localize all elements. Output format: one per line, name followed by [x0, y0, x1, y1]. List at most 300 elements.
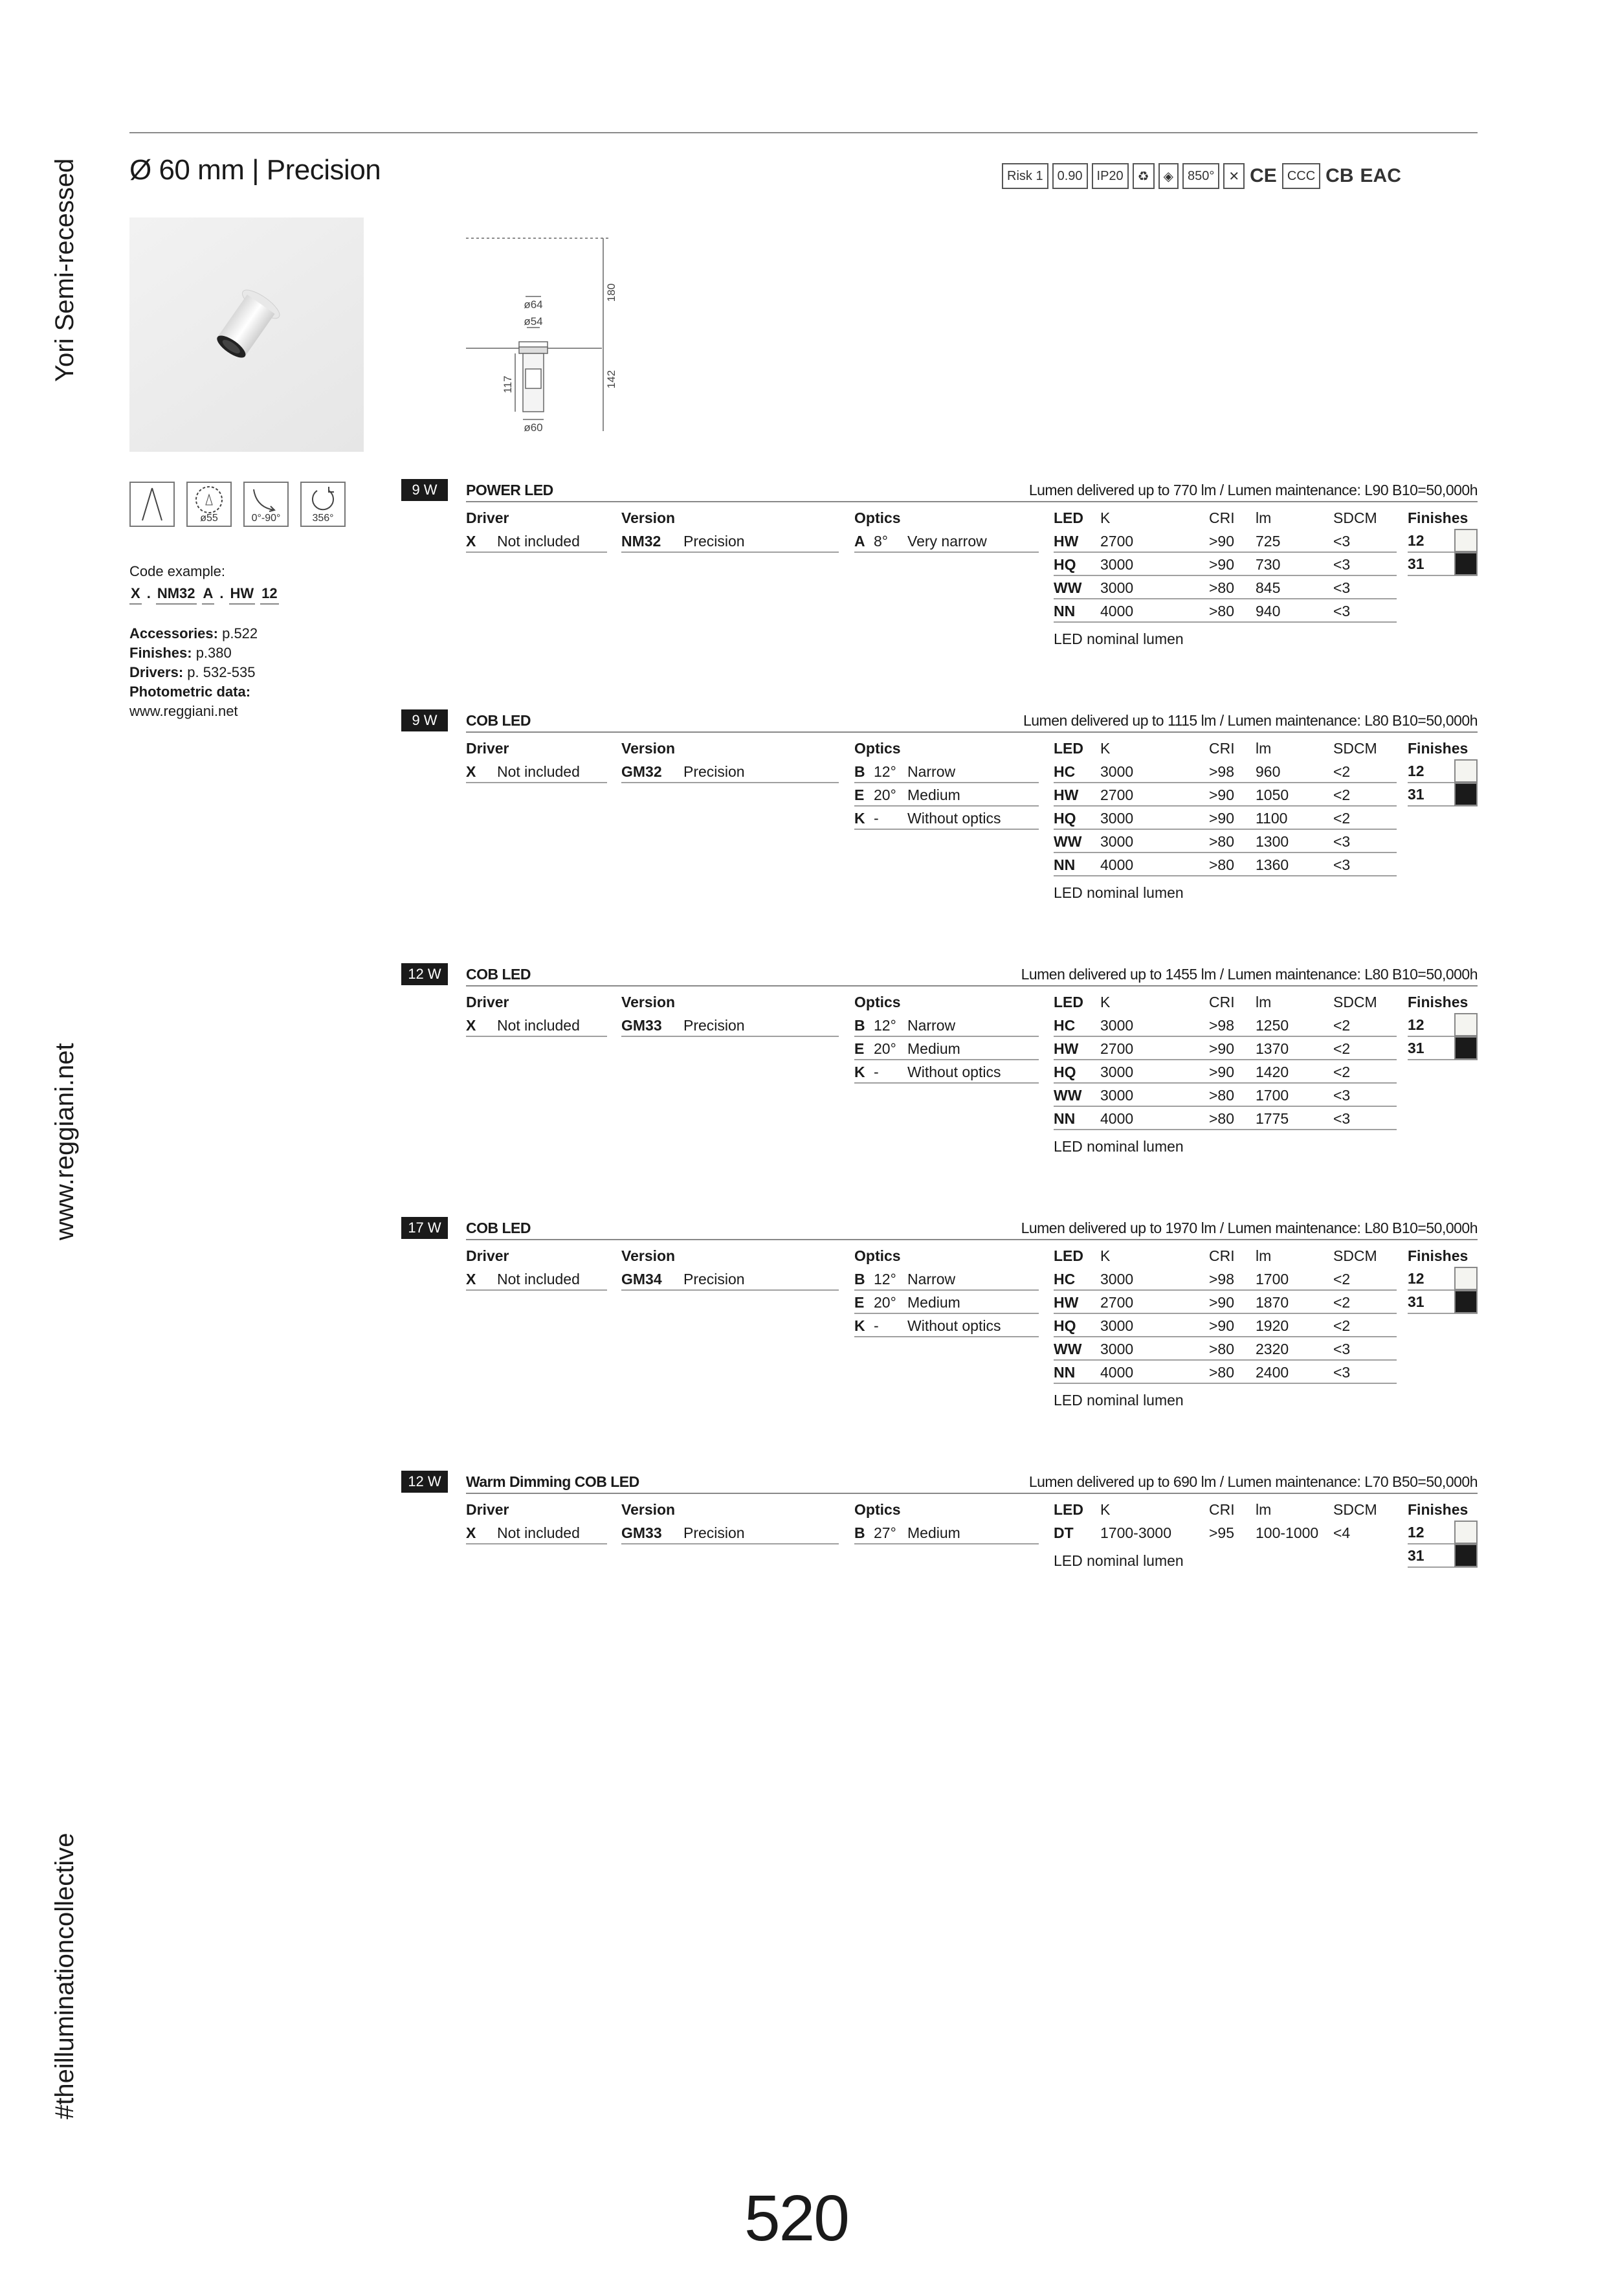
sdcm-header: SDCM: [1333, 740, 1377, 757]
feature-icons: [129, 482, 346, 527]
driver-desc: Not included: [497, 533, 580, 550]
optics-desc: Without optics: [907, 1317, 1001, 1334]
led-k: 3000: [1100, 1087, 1134, 1104]
led-row: [1054, 807, 1397, 830]
block-header: [401, 1471, 1478, 1493]
optics-angle: 8°: [874, 533, 888, 550]
led-row: [1054, 1060, 1397, 1084]
version-desc: Precision: [683, 1524, 745, 1541]
led-lm: 2400: [1256, 1364, 1289, 1381]
led-column: [1054, 506, 1397, 649]
led-cri: >90: [1209, 533, 1235, 550]
optics-row: [854, 1314, 1039, 1337]
optics-angle: 20°: [874, 1294, 896, 1311]
led-k: 2700: [1100, 786, 1134, 803]
led-k: 3000: [1100, 1341, 1134, 1357]
dim-h180: 180: [605, 283, 617, 302]
version-code: GM34: [621, 1271, 662, 1287]
side-text-hashtag: #theilluminationcollective: [50, 1833, 79, 2119]
optics-desc: Without optics: [907, 810, 1001, 827]
driver-row: [466, 760, 607, 783]
version-row: [621, 760, 839, 783]
led-k: 3000: [1100, 1271, 1134, 1287]
finishes-header: Finishes: [1408, 509, 1468, 526]
led-code: NN: [1054, 603, 1076, 619]
certification-row: [1002, 163, 1402, 192]
product-block: [401, 479, 1478, 647]
led-lm: 730: [1256, 556, 1281, 573]
led-row: [1054, 830, 1397, 853]
dim-d60: ø60: [524, 421, 543, 434]
version-desc: Precision: [683, 1271, 745, 1287]
cri-header: CRI: [1209, 1247, 1235, 1264]
led-code: NN: [1054, 1364, 1076, 1381]
led-sdcm: <2: [1333, 1040, 1351, 1057]
cutout-label: ø55: [200, 513, 218, 524]
led-code: HQ: [1054, 1064, 1076, 1080]
finish-swatch: [1454, 1036, 1478, 1060]
sdcm-header: SDCM: [1333, 1501, 1377, 1518]
optics-row: [854, 760, 1039, 783]
led-cri: >80: [1209, 1087, 1235, 1104]
led-lm: 2320: [1256, 1341, 1289, 1357]
header-rule: [466, 731, 1478, 733]
optics-desc: Medium: [907, 786, 960, 803]
led-header: LED: [1054, 994, 1083, 1010]
optics-code: B: [854, 763, 865, 780]
optics-angle: -: [874, 810, 879, 827]
version-column: [621, 737, 839, 783]
led-k: 3000: [1100, 579, 1134, 596]
led-type: POWER LED: [466, 482, 553, 498]
cri-header: CRI: [1209, 509, 1235, 526]
k-header: K: [1100, 994, 1111, 1010]
finishes-column: [1408, 1244, 1478, 1314]
code-part: X: [129, 584, 142, 605]
optics-desc: Narrow: [907, 763, 956, 780]
ip-badge: IP20: [1092, 163, 1129, 189]
driver-column: [466, 1498, 607, 1544]
optics-code: E: [854, 1040, 865, 1057]
led-code: HQ: [1054, 1317, 1076, 1334]
driver-row: [466, 1014, 607, 1037]
led-row: [1054, 1014, 1397, 1037]
optics-desc: Narrow: [907, 1017, 956, 1034]
finish-swatch: [1454, 1544, 1478, 1567]
led-column: [1054, 990, 1397, 1156]
led-cri: >80: [1209, 833, 1235, 850]
finish-row: [1408, 1521, 1478, 1544]
finish-row: [1408, 1037, 1478, 1060]
led-row: [1054, 760, 1397, 783]
header-rule: [466, 985, 1478, 986]
driver-row: [466, 529, 607, 553]
led-lm: 725: [1256, 533, 1281, 550]
optics-code: K: [854, 810, 865, 827]
led-cri: >80: [1209, 579, 1235, 596]
led-row: [1054, 1521, 1397, 1544]
header-rule: [466, 501, 1478, 502]
wattage-badge: 12 W: [401, 1471, 448, 1493]
optics-angle: 12°: [874, 1017, 896, 1034]
optics-column: [854, 506, 1039, 553]
led-code: NN: [1054, 856, 1076, 873]
led-lm: 1370: [1256, 1040, 1289, 1057]
led-cri: >95: [1209, 1524, 1235, 1541]
optics-row: [854, 529, 1039, 553]
led-sdcm: <2: [1333, 1017, 1351, 1034]
wattage-badge: 9 W: [401, 479, 448, 501]
led-nominal-note: LED nominal lumen: [1054, 884, 1184, 901]
driver-header: Driver: [466, 1501, 509, 1518]
version-column: [621, 1498, 839, 1544]
finishes-column: [1408, 990, 1478, 1060]
led-k: 2700: [1100, 1294, 1134, 1311]
version-code: GM32: [621, 763, 662, 780]
optics-column: [854, 1244, 1039, 1337]
optics-row: [854, 1014, 1039, 1037]
optics-row: [854, 807, 1039, 830]
finish-code: 12: [1408, 763, 1424, 779]
driver-row: [466, 1521, 607, 1544]
driver-header: Driver: [466, 1247, 509, 1264]
driver-desc: Not included: [497, 763, 580, 780]
led-sdcm: <2: [1333, 1271, 1351, 1287]
finish-row: [1408, 553, 1478, 576]
version-header: Version: [621, 509, 676, 526]
led-sdcm: <3: [1333, 556, 1351, 573]
optics-row: [854, 783, 1039, 807]
optics-code: A: [854, 533, 865, 550]
finishes-column: [1408, 737, 1478, 807]
optics-column: [854, 990, 1039, 1084]
sdcm-header: SDCM: [1333, 509, 1377, 526]
block-header: [401, 963, 1478, 985]
lumen-note: Lumen delivered up to 1970 lm / Lumen maintenance: L80 B10=50,000h: [1021, 1220, 1478, 1236]
led-row: [1054, 853, 1397, 876]
optics-angle: 20°: [874, 786, 896, 803]
dim-d64: ø64: [524, 298, 543, 311]
led-row: [1054, 1314, 1397, 1337]
led-type: COB LED: [466, 966, 531, 983]
header-rule: [466, 1239, 1478, 1240]
led-sdcm: <3: [1333, 1087, 1351, 1104]
cutout-icon: [186, 482, 232, 527]
driver-row: [466, 1267, 607, 1291]
led-code: WW: [1054, 833, 1082, 850]
optics-row: [854, 1267, 1039, 1291]
driver-code: X: [466, 533, 476, 550]
optics-code: B: [854, 1271, 865, 1287]
led-nominal-note: LED nominal lumen: [1054, 630, 1184, 647]
led-header: LED: [1054, 1501, 1083, 1518]
finishes-column: [1408, 506, 1478, 576]
led-lm: 1360: [1256, 856, 1289, 873]
led-header: LED: [1054, 740, 1083, 757]
finish-row: [1408, 760, 1478, 783]
driver-desc: Not included: [497, 1271, 580, 1287]
led-header-row: [1054, 737, 1397, 760]
finish-swatch: [1454, 1267, 1478, 1290]
wattage-badge: 9 W: [401, 709, 448, 731]
page-title: Ø 60 mm | Precision: [129, 154, 381, 186]
led-k: 3000: [1100, 1017, 1134, 1034]
optics-angle: 20°: [874, 1040, 896, 1057]
optics-code: K: [854, 1317, 865, 1334]
lm-header: lm: [1256, 994, 1272, 1010]
led-lm: 1700: [1256, 1087, 1289, 1104]
led-cri: >80: [1209, 1341, 1235, 1357]
led-lm: 1775: [1256, 1110, 1289, 1127]
led-row: [1054, 1037, 1397, 1060]
optics-desc: Very narrow: [907, 533, 987, 550]
cri-header: CRI: [1209, 1501, 1235, 1518]
led-row: [1054, 553, 1397, 576]
led-lm: 1250: [1256, 1017, 1289, 1034]
finish-code: 31: [1408, 1293, 1424, 1310]
block-header: [401, 709, 1478, 731]
led-sdcm: <3: [1333, 856, 1351, 873]
led-lm: 1920: [1256, 1317, 1289, 1334]
code-example-label: Code example:: [129, 563, 225, 579]
led-row: [1054, 529, 1397, 553]
version-header: Version: [621, 1501, 676, 1518]
finish-code: 12: [1408, 1270, 1424, 1287]
code-example: [129, 584, 362, 605]
optics-desc: Medium: [907, 1294, 960, 1311]
optics-desc: Narrow: [907, 1271, 956, 1287]
led-sdcm: <2: [1333, 810, 1351, 827]
optics-code: B: [854, 1017, 865, 1034]
led-sdcm: <3: [1333, 833, 1351, 850]
version-row: [621, 1267, 839, 1291]
led-k: 2700: [1100, 1040, 1134, 1057]
cri-header: CRI: [1209, 994, 1235, 1010]
finish-swatch: [1454, 552, 1478, 575]
led-cri: >90: [1209, 1040, 1235, 1057]
product-block: [401, 1471, 1478, 1569]
led-nominal-note: LED nominal lumen: [1054, 1392, 1184, 1409]
finishes-column: [1408, 1498, 1478, 1568]
power-factor-badge: 0.90: [1052, 163, 1088, 189]
led-k: 3000: [1100, 1317, 1134, 1334]
block-header: [401, 1217, 1478, 1239]
beam-icon: [129, 482, 175, 527]
version-column: [621, 1244, 839, 1291]
driver-desc: Not included: [497, 1017, 580, 1034]
led-cri: >98: [1209, 763, 1235, 780]
finish-code: 12: [1408, 1524, 1424, 1541]
led-k: 3000: [1100, 1064, 1134, 1080]
lumen-note: Lumen delivered up to 1115 lm / Lumen maintenance: L80 B10=50,000h: [1023, 712, 1478, 729]
led-row: [1054, 576, 1397, 599]
recycle-icon: ♻: [1133, 163, 1155, 189]
version-header: Version: [621, 740, 676, 757]
driver-code: X: [466, 763, 476, 780]
version-row: [621, 1014, 839, 1037]
dim-h142: 142: [605, 370, 617, 389]
optics-code: K: [854, 1064, 865, 1080]
lumen-note: Lumen delivered up to 1455 lm / Lumen maintenance: L80 B10=50,000h: [1021, 966, 1478, 983]
led-k: 4000: [1100, 603, 1134, 619]
version-desc: Precision: [683, 763, 745, 780]
sdcm-header: SDCM: [1333, 994, 1377, 1010]
lumen-note: Lumen delivered up to 690 lm / Lumen maintenance: L70 B50=50,000h: [1028, 1473, 1478, 1490]
optics-code: E: [854, 786, 865, 803]
finish-code: 31: [1408, 1547, 1424, 1564]
cri-header: CRI: [1209, 740, 1235, 757]
led-cri: >90: [1209, 786, 1235, 803]
optics-header: Optics: [854, 994, 901, 1010]
led-header-row: [1054, 506, 1397, 529]
led-cri: >98: [1209, 1017, 1235, 1034]
finish-row: [1408, 529, 1478, 553]
k-header: K: [1100, 1247, 1111, 1264]
led-lm: 960: [1256, 763, 1281, 780]
code-part: 12: [260, 584, 278, 605]
optics-angle: 27°: [874, 1524, 896, 1541]
led-column: [1054, 1244, 1397, 1410]
led-cri: >80: [1209, 603, 1235, 619]
lumen-note: Lumen delivered up to 770 lm / Lumen maintenance: L90 B10=50,000h: [1028, 482, 1478, 498]
led-cri: >80: [1209, 856, 1235, 873]
led-lm: 1420: [1256, 1064, 1289, 1080]
led-lm: 1300: [1256, 833, 1289, 850]
led-column: [1054, 1498, 1397, 1570]
led-lm: 1700: [1256, 1271, 1289, 1287]
driver-column: [466, 737, 607, 783]
version-column: [621, 506, 839, 553]
optics-desc: Medium: [907, 1040, 960, 1057]
optics-code: E: [854, 1294, 865, 1311]
led-k: 2700: [1100, 533, 1134, 550]
driver-desc: Not included: [497, 1524, 580, 1541]
optics-row: [854, 1521, 1039, 1544]
product-block: [401, 1217, 1478, 1409]
finish-row: [1408, 1014, 1478, 1037]
led-code: WW: [1054, 579, 1082, 596]
ce-mark: CE: [1248, 163, 1278, 189]
led-header: LED: [1054, 1247, 1083, 1264]
optics-row: [854, 1060, 1039, 1084]
led-nominal-note: LED nominal lumen: [1054, 1138, 1184, 1155]
finishes-header: Finishes: [1408, 1247, 1468, 1264]
drivers-ref: Drivers: p. 532-535: [129, 664, 256, 680]
no-insulation-icon: ✕: [1223, 163, 1245, 189]
wattage-badge: 12 W: [401, 963, 448, 985]
driver-header: Driver: [466, 994, 509, 1010]
version-header: Version: [621, 994, 676, 1010]
rotation-icon: [300, 482, 346, 527]
led-cri: >90: [1209, 1317, 1235, 1334]
led-code: HW: [1054, 1040, 1079, 1057]
lm-header: lm: [1256, 740, 1272, 757]
finish-swatch: [1454, 529, 1478, 552]
led-code: DT: [1054, 1524, 1074, 1541]
k-header: K: [1100, 509, 1111, 526]
finish-code: 31: [1408, 786, 1424, 803]
photometric-link[interactable]: www.reggiani.net: [129, 703, 238, 719]
led-row: [1054, 1267, 1397, 1291]
driver-code: X: [466, 1524, 476, 1541]
led-k: 3000: [1100, 810, 1134, 827]
finish-swatch: [1454, 759, 1478, 783]
code-part: NM32: [156, 584, 197, 605]
led-sdcm: <3: [1333, 603, 1351, 619]
optics-angle: 12°: [874, 763, 896, 780]
version-code: GM33: [621, 1524, 662, 1541]
led-sdcm: <2: [1333, 786, 1351, 803]
finishes-header: Finishes: [1408, 740, 1468, 757]
driver-code: X: [466, 1017, 476, 1034]
finish-swatch: [1454, 1290, 1478, 1313]
led-row: [1054, 783, 1397, 807]
product-block: [401, 963, 1478, 1155]
optics-header: Optics: [854, 1247, 901, 1264]
lm-header: lm: [1256, 1501, 1272, 1518]
version-code: GM33: [621, 1017, 662, 1034]
led-sdcm: <4: [1333, 1524, 1351, 1541]
led-lm: 1050: [1256, 786, 1289, 803]
led-sdcm: <3: [1333, 533, 1351, 550]
driver-column: [466, 990, 607, 1037]
led-k: 4000: [1100, 1364, 1134, 1381]
led-cri: >90: [1209, 1064, 1235, 1080]
led-code: HW: [1054, 533, 1079, 550]
class-iii-icon: ◈: [1158, 163, 1179, 189]
wattage-badge: 17 W: [401, 1217, 448, 1239]
led-sdcm: <2: [1333, 1317, 1351, 1334]
led-code: HC: [1054, 1271, 1076, 1287]
led-lm: 1100: [1256, 810, 1288, 827]
finish-code: 31: [1408, 1040, 1424, 1056]
finish-row: [1408, 1267, 1478, 1291]
led-cri: >90: [1209, 556, 1235, 573]
header-rule: [466, 1493, 1478, 1494]
version-desc: Precision: [683, 533, 745, 550]
led-cri: >90: [1209, 810, 1235, 827]
optics-desc: Without optics: [907, 1064, 1001, 1080]
led-sdcm: <2: [1333, 763, 1351, 780]
led-code: HC: [1054, 1017, 1076, 1034]
accessories-ref: Accessories: p.522: [129, 625, 258, 641]
finish-code: 31: [1408, 555, 1424, 572]
led-header-row: [1054, 1498, 1397, 1521]
led-code: WW: [1054, 1341, 1082, 1357]
product-photo: [129, 217, 364, 452]
led-type: COB LED: [466, 1220, 531, 1236]
optics-angle: -: [874, 1317, 879, 1334]
optics-column: [854, 737, 1039, 830]
ccc-mark: CCC: [1282, 163, 1320, 189]
led-row: [1054, 1107, 1397, 1130]
optics-header: Optics: [854, 740, 901, 757]
led-cri: >90: [1209, 1294, 1235, 1311]
led-code: HQ: [1054, 556, 1076, 573]
side-info: [129, 562, 362, 721]
led-column: [1054, 737, 1397, 902]
code-part: A: [202, 584, 215, 605]
rotation-label: 356°: [312, 513, 334, 524]
code-dot: .: [146, 585, 151, 601]
risk-badge: Risk 1: [1002, 163, 1048, 189]
code-part: HW: [229, 584, 256, 605]
led-sdcm: <3: [1333, 1364, 1351, 1381]
finish-row: [1408, 1544, 1478, 1568]
led-sdcm: <3: [1333, 1110, 1351, 1127]
block-header: [401, 479, 1478, 501]
led-type: COB LED: [466, 712, 531, 729]
